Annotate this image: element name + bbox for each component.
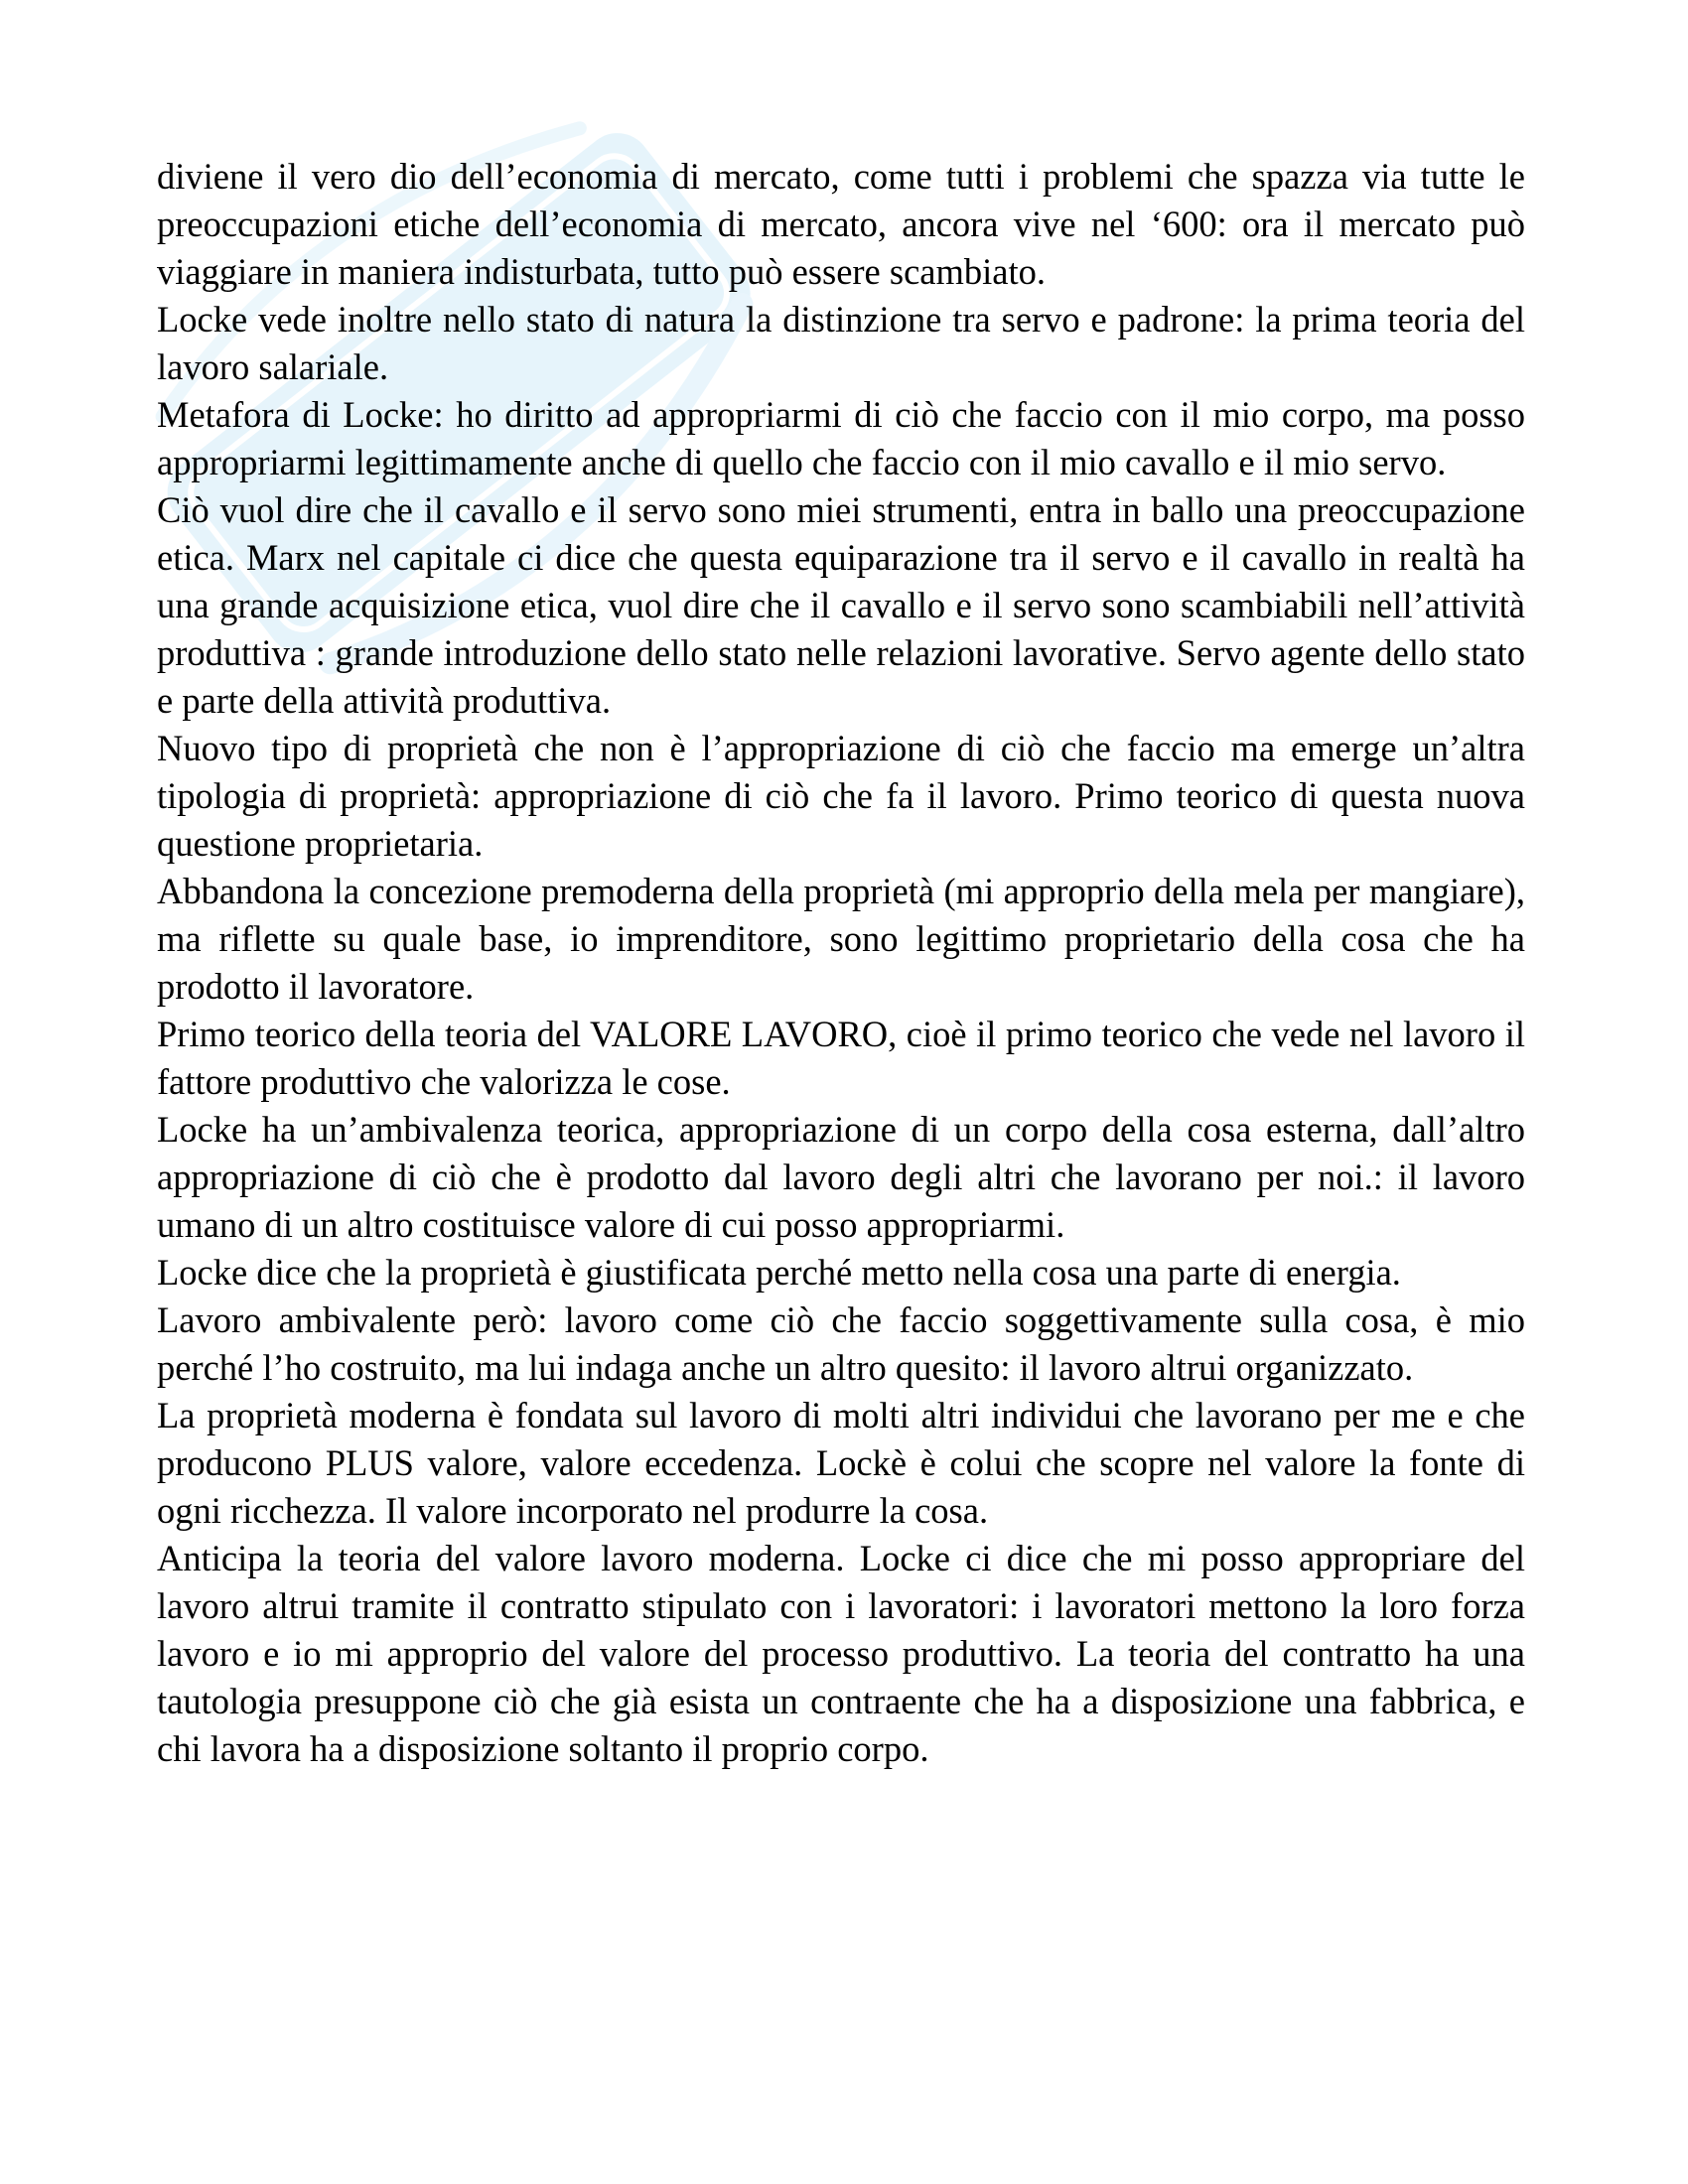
paragraph: Abbandona la concezione premoderna della proprietà (mi approprio della mela per mangiare), ma riflette su quale base, io imprenditore, sono legittimo proprietario della cosa che ha prodotto il lavoratore. bbox=[157, 871, 1525, 1007]
paragraph: diviene il vero dio dell’economia di mercato, come tutti i problemi che spazza via tutte le preoccupazioni etiche dell’economia di mercato, ancora vive nel ‘600: ora il mercato può viaggiare in maniera indisturbata, tutto può essere scambiato. bbox=[157, 156, 1525, 292]
paragraph: Metafora di Locke: ho diritto ad appropriarmi di ciò che faccio con il mio corpo, ma posso appropriarmi legittimamente anche di quello che faccio con il mio cavallo e il mio servo. bbox=[157, 394, 1525, 482]
paragraph: Primo teorico della teoria del VALORE LAVORO, cioè il primo teorico che vede nel lavoro il fattore produttivo che valorizza le cose. bbox=[157, 1014, 1525, 1102]
paragraph: Anticipa la teoria del valore lavoro moderna. Locke ci dice che mi posso appropriare del lavoro altrui tramite il contratto stipulato con i lavoratori: i lavoratori mettono la loro forza lavoro e io mi approprio del valore del processo produttivo. La teoria del contratto ha una tautologia presuppone ciò che già esista un contraente che ha a disposizione una fabbrica, e chi lavora ha a disposizione soltanto il proprio corpo. bbox=[157, 1538, 1525, 1769]
paragraph: Nuovo tipo di proprietà che non è l’appropriazione di ciò che faccio ma emerge un’altra tipologia di proprietà: appropriazione di ciò che fa il lavoro. Primo teorico di questa nuova questione proprietaria. bbox=[157, 728, 1525, 864]
paragraph: Ciò vuol dire che il cavallo e il servo sono miei strumenti, entra in ballo una preoccupazione etica. Marx nel capitale ci dice che questa equiparazione tra il servo e il cavallo in realtà ha una grande acquisizione etica, vuol dire che il cavallo e il servo sono scambiabili nell’attività produttiva : grande introduzione dello stato nelle relazioni lavorative. Servo agente dello stato e parte della attività produttiva. bbox=[157, 489, 1525, 721]
paragraph: Lavoro ambivalente però: lavoro come ciò che faccio soggettivamente sulla cosa, è mio perché l’ho costruito, ma lui indaga anche un altro quesito: il lavoro altrui organizzato. bbox=[157, 1299, 1525, 1388]
paragraph: Locke vede inoltre nello stato di natura la distinzione tra servo e padrone: la prima teoria del lavoro salariale. bbox=[157, 299, 1525, 387]
paragraph: Locke ha un’ambivalenza teorica, appropriazione di un corpo della cosa esterna, dall’altro appropriazione di ciò che è prodotto dal lavoro degli altri che lavorano per noi.: il lavoro umano di un altro costituisce valore di cui posso appropriarmi. bbox=[157, 1109, 1525, 1245]
paragraph: La proprietà moderna è fondata sul lavoro di molti altri individui che lavorano per me e che producono PLUS valore, valore eccedenza. Lockè è colui che scopre nel valore la fonte di ogni ricchezza. Il valore incorporato nel produrre la cosa. bbox=[157, 1395, 1525, 1531]
document-body bbox=[157, 153, 1525, 1773]
paragraph: Locke dice che la proprietà è giustificata perché metto nella cosa una parte di energia. bbox=[157, 1252, 1401, 1293]
